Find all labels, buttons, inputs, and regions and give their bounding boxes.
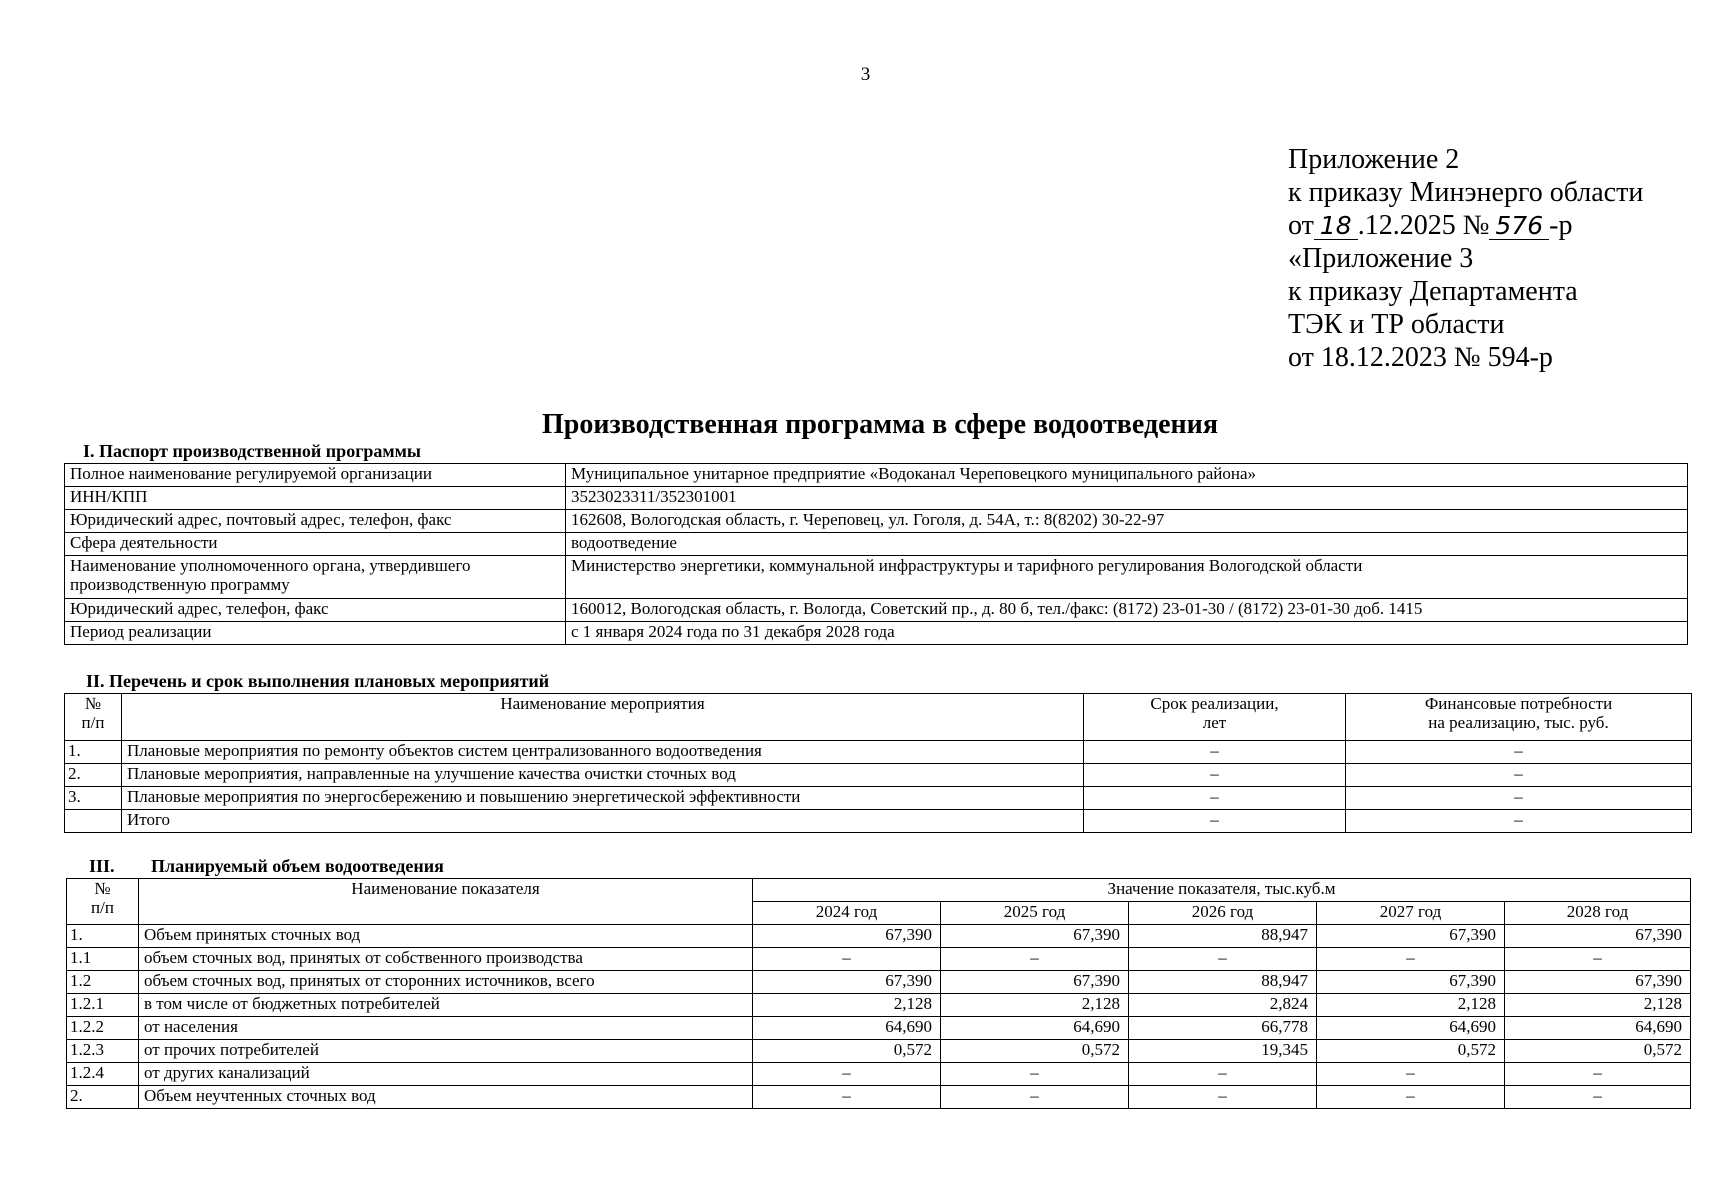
table-row (67, 948, 1691, 971)
indicator-value: – (1129, 1063, 1317, 1086)
passport-label: Полное наименование регулируемой организации (65, 464, 566, 487)
indicator-name: объем сточных вод, принятых от сторонних источников, всего (139, 971, 753, 994)
passport-label: Сфера деятельности (65, 533, 566, 556)
indicator-value: – (941, 1086, 1129, 1109)
row-num (65, 810, 122, 833)
indicator-value: 0,572 (753, 1040, 941, 1063)
row-num: 1.2.3 (67, 1040, 139, 1063)
indicator-value: 0,572 (1317, 1040, 1505, 1063)
indicator-value: 67,390 (753, 925, 941, 948)
passport-value: 160012, Вологодская область, г. Вологда, Советский пр., д. 80 б, тел./факс: (8172) 23-01-30 / (8172) 23-01-30 доб. 1415 (566, 599, 1688, 622)
passport-table (64, 463, 1688, 645)
indicator-name: в том числе от бюджетных потребителей (139, 994, 753, 1017)
table-row (67, 971, 1691, 994)
indicator-value: – (1505, 1063, 1691, 1086)
indicator-value: 64,690 (1505, 1017, 1691, 1040)
indicator-name: от населения (139, 1017, 753, 1040)
measure-term: – (1084, 741, 1346, 764)
measure-name: Итого (122, 810, 1084, 833)
passport-label: ИНН/КПП (65, 487, 566, 510)
handwritten-day: 18 (1314, 213, 1358, 240)
table-row (65, 622, 1688, 645)
indicator-name: Объем принятых сточных вод (139, 925, 753, 948)
measures-table (64, 693, 1692, 833)
row-num: 1. (65, 741, 122, 764)
indicator-value: 67,390 (1317, 925, 1505, 948)
indicator-value: 2,128 (941, 994, 1129, 1017)
indicator-value: 67,390 (941, 971, 1129, 994)
indicator-value: – (1317, 948, 1505, 971)
section-1-title: I. Паспорт производственной программы (83, 441, 421, 461)
header-value-group: Значение показателя, тыс.куб.м (753, 879, 1691, 902)
measure-finance: – (1346, 787, 1692, 810)
indicator-name: объем сточных вод, принятых от собственного производства (139, 948, 753, 971)
measure-name: Плановые мероприятия по энергосбережению и повышению энергетической эффективности (122, 787, 1084, 810)
indicator-value: 67,390 (941, 925, 1129, 948)
measure-name: Плановые мероприятия по ремонту объектов систем централизованного водоотведения (122, 741, 1084, 764)
passport-value: водоотведение (566, 533, 1688, 556)
indicator-value: 2,128 (753, 994, 941, 1017)
table-row (65, 741, 1692, 764)
row-num: 1.1 (67, 948, 139, 971)
measure-name: Плановые мероприятия, направленные на улучшение качества очистки сточных вод (122, 764, 1084, 787)
measure-term: – (1084, 764, 1346, 787)
header-year: 2028 год (1505, 902, 1691, 925)
row-num: 2. (67, 1086, 139, 1109)
indicator-value: – (1129, 948, 1317, 971)
indicator-value: – (753, 1063, 941, 1086)
document-title: Производственная программа в сфере водоотведения (542, 409, 1218, 440)
indicator-value: 67,390 (753, 971, 941, 994)
passport-value: с 1 января 2024 года по 31 декабря 2028 года (566, 622, 1688, 645)
appendix-line-6: ТЭК и ТР области (1288, 309, 1505, 340)
header-year: 2024 год (753, 902, 941, 925)
measure-term: – (1084, 787, 1346, 810)
row-num: 2. (65, 764, 122, 787)
row-num: 1.2.4 (67, 1063, 139, 1086)
table-row (67, 1040, 1691, 1063)
row-num: 1. (67, 925, 139, 948)
indicator-value: – (1505, 948, 1691, 971)
indicator-value: 64,690 (753, 1017, 941, 1040)
indicator-value: 2,128 (1317, 994, 1505, 1017)
header-num: № п/п (65, 694, 122, 741)
measure-term: – (1084, 810, 1346, 833)
header-indicator-name: Наименование показателя (139, 879, 753, 925)
header-year: 2025 год (941, 902, 1129, 925)
section-2-title: II. Перечень и срок выполнения плановых мероприятий (86, 671, 550, 691)
table-row (65, 487, 1688, 510)
passport-value: Министерство энергетики, коммунальной инфраструктуры и тарифного регулирования Вологодской области (566, 556, 1688, 599)
table-row (65, 599, 1688, 622)
indicator-value: – (1317, 1063, 1505, 1086)
section-3-title (89, 856, 444, 877)
indicator-value: – (941, 948, 1129, 971)
header-finance: Финансовые потребности на реализацию, тыс. руб. (1346, 694, 1692, 741)
table-header-row (65, 694, 1692, 741)
table-row (67, 1086, 1691, 1109)
indicator-name: от других канализаций (139, 1063, 753, 1086)
appendix-line-2: к приказу Минэнерго области (1288, 177, 1644, 208)
indicator-value: 66,778 (1129, 1017, 1317, 1040)
section-3-number: III. (89, 856, 115, 876)
indicator-value: 67,390 (1505, 971, 1691, 994)
measure-finance: – (1346, 810, 1692, 833)
appendix-date-mid: .12.2025 № (1357, 210, 1490, 241)
table-row (67, 925, 1691, 948)
indicator-value: 67,390 (1505, 925, 1691, 948)
appendix-date-suffix: -р (1549, 210, 1573, 241)
indicator-name: Объем неучтенных сточных вод (139, 1086, 753, 1109)
table-row (67, 1017, 1691, 1040)
indicator-value: 2,128 (1505, 994, 1691, 1017)
header-year: 2027 год (1317, 902, 1505, 925)
handwritten-order-number: 576 (1489, 213, 1549, 240)
indicator-value: 19,345 (1129, 1040, 1317, 1063)
passport-label: Наименование уполномоченного органа, утвердившего производственную программу (65, 556, 566, 599)
table-row (67, 994, 1691, 1017)
indicator-value: – (753, 1086, 941, 1109)
table-row (67, 1063, 1691, 1086)
passport-label: Период реализации (65, 622, 566, 645)
measure-finance: – (1346, 764, 1692, 787)
appendix-line-4: «Приложение 3 (1288, 243, 1474, 274)
indicator-value: – (1129, 1086, 1317, 1109)
table-row (65, 787, 1692, 810)
indicator-value: 88,947 (1129, 971, 1317, 994)
appendix-line-1: Приложение 2 (1288, 144, 1460, 175)
indicator-value: 64,690 (941, 1017, 1129, 1040)
indicator-value: 64,690 (1317, 1017, 1505, 1040)
indicator-value: 67,390 (1317, 971, 1505, 994)
row-num: 1.2 (67, 971, 139, 994)
appendix-block (1288, 143, 1643, 374)
passport-label: Юридический адрес, телефон, факс (65, 599, 566, 622)
indicator-value: – (753, 948, 941, 971)
indicator-value: 0,572 (941, 1040, 1129, 1063)
appendix-line-5: к приказу Департамента (1288, 276, 1578, 307)
passport-label: Юридический адрес, почтовый адрес, телефон, факс (65, 510, 566, 533)
row-num: 3. (65, 787, 122, 810)
measure-finance: – (1346, 741, 1692, 764)
row-num: 1.2.2 (67, 1017, 139, 1040)
appendix-line-3 (1288, 209, 1643, 242)
indicator-value: 88,947 (1129, 925, 1317, 948)
indicator-value: – (1505, 1086, 1691, 1109)
appendix-date-prefix: от (1288, 210, 1314, 241)
indicator-value: 2,824 (1129, 994, 1317, 1017)
page-number: 3 (860, 64, 871, 85)
indicator-value: 0,572 (1505, 1040, 1691, 1063)
table-row (65, 533, 1688, 556)
section-3-text: Планируемый объем водоотведения (151, 856, 444, 876)
indicator-name: от прочих потребителей (139, 1040, 753, 1063)
indicator-value: – (941, 1063, 1129, 1086)
header-num: № п/п (67, 879, 139, 925)
indicator-value: – (1317, 1086, 1505, 1109)
table-row (65, 764, 1692, 787)
volume-table (66, 878, 1691, 1109)
table-row (65, 464, 1688, 487)
table-row-total (65, 810, 1692, 833)
row-num: 1.2.1 (67, 994, 139, 1017)
table-row (65, 556, 1688, 599)
header-year: 2026 год (1129, 902, 1317, 925)
table-row (65, 510, 1688, 533)
table-header-row (67, 879, 1691, 902)
appendix-line-7: от 18.12.2023 № 594-р (1288, 342, 1553, 373)
passport-value: Муниципальное унитарное предприятие «Водоканал Череповецкого муниципального района» (566, 464, 1688, 487)
passport-value: 3523023311/352301001 (566, 487, 1688, 510)
passport-value: 162608, Вологодская область, г. Череповец, ул. Гоголя, д. 54А, т.: 8(8202) 30-22-97 (566, 510, 1688, 533)
header-term: Срок реализации, лет (1084, 694, 1346, 741)
header-measure-name: Наименование мероприятия (122, 694, 1084, 741)
